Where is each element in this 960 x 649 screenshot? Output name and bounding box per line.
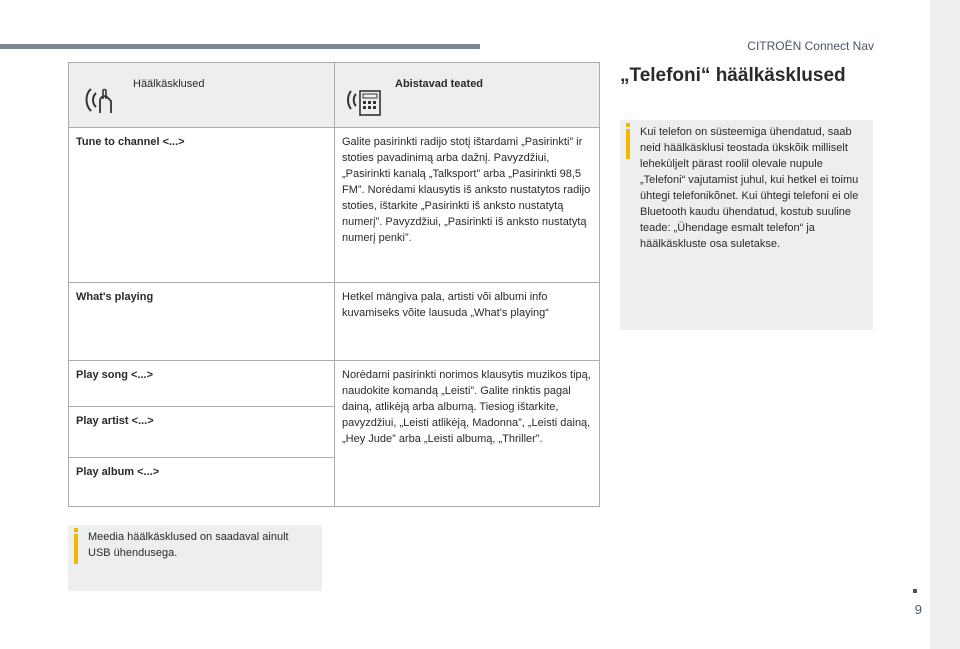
message-cell: Galite pasirinkti radijo stotį ištardami „Pasirinkti” ir stoties pavadinimą arba dažnį. Pavyzdžiui, „Pasirinkti kanalą „Talksport” arba „Pasirinkti 98,5 FM”. Norėdami klausytis iš anksto nustatytos radijo stoties, ištarkite „Pasirinkti iš anksto nustatytą numerį”. Pavyzdžiui, „Pasirinkti iš anksto nustatytą numerį penki”. xyxy=(335,128,600,283)
message-cell: Hetkel mängiva pala, artisti või albumi info kuvamiseks võite lausuda „What's playing“ xyxy=(335,283,600,361)
voice-command-table xyxy=(68,62,600,507)
command-cell: Play album <...> xyxy=(69,458,335,507)
info-bar xyxy=(74,534,78,564)
command-cell: Play artist <...> xyxy=(69,407,335,458)
command-cell: What's playing xyxy=(69,283,335,361)
page-marker xyxy=(913,589,917,593)
phone-info-text: Kui telefon on süsteemiga ühendatud, saab neid häälkäsklusi teostada ükskõik milliselt lehekùljelt pärast roolil olevale nupule „Telefoni“ vajutamist juhul, kui hetkel ei toimu ühtegi telefonikõnet. Kui ühtegi telefoni ei ole Bluetooth kaudu ühendatud, kostub suuline teade: „Ühendage esmalt telefon“ ja häälkäskluste osa suletakse. xyxy=(640,126,859,250)
table-row xyxy=(69,361,600,407)
media-info-note xyxy=(68,525,322,591)
info-icon xyxy=(626,123,630,127)
command-cell: Tune to channel <...> xyxy=(69,128,335,283)
table-row xyxy=(69,128,600,283)
voice-command-icon xyxy=(81,83,115,117)
table-header-commands-label: Häälkäsklused xyxy=(133,78,205,90)
media-info-text: Meedia häälkäsklused on saadaval ainult USB ühendusega. xyxy=(88,531,289,559)
message-cell: Norėdami pasirinkti norimos klausytis muzikos tipą, naudokite komandą „Leisti”. Galite rinktis pagal dainą, atlikėją arba albumą. Tiesiog ištarkite, pavyzdžiui, „Leisti atlikėją, Madonna”, „Leisti dainą, „Hey Jude” arba „Leisti albumą, „Thriller”. xyxy=(335,361,600,507)
table-header-row xyxy=(69,63,600,128)
header-brand: CITROËN Connect Nav xyxy=(747,39,874,53)
page-number: 9 xyxy=(914,602,922,617)
phone-info-note xyxy=(620,120,873,330)
table-row xyxy=(69,283,600,361)
table-header-commands xyxy=(69,63,335,128)
side-strip xyxy=(930,0,960,649)
table-header-messages-label: Abistavad teated xyxy=(395,78,484,90)
section-title: „Telefoni“ häälkäsklused xyxy=(620,65,846,86)
command-cell: Play song <...> xyxy=(69,361,335,407)
info-bar xyxy=(626,129,630,159)
table-header-messages xyxy=(335,63,600,128)
header-rule xyxy=(0,44,480,49)
info-icon xyxy=(74,528,78,532)
voice-keypad-icon xyxy=(347,83,381,117)
